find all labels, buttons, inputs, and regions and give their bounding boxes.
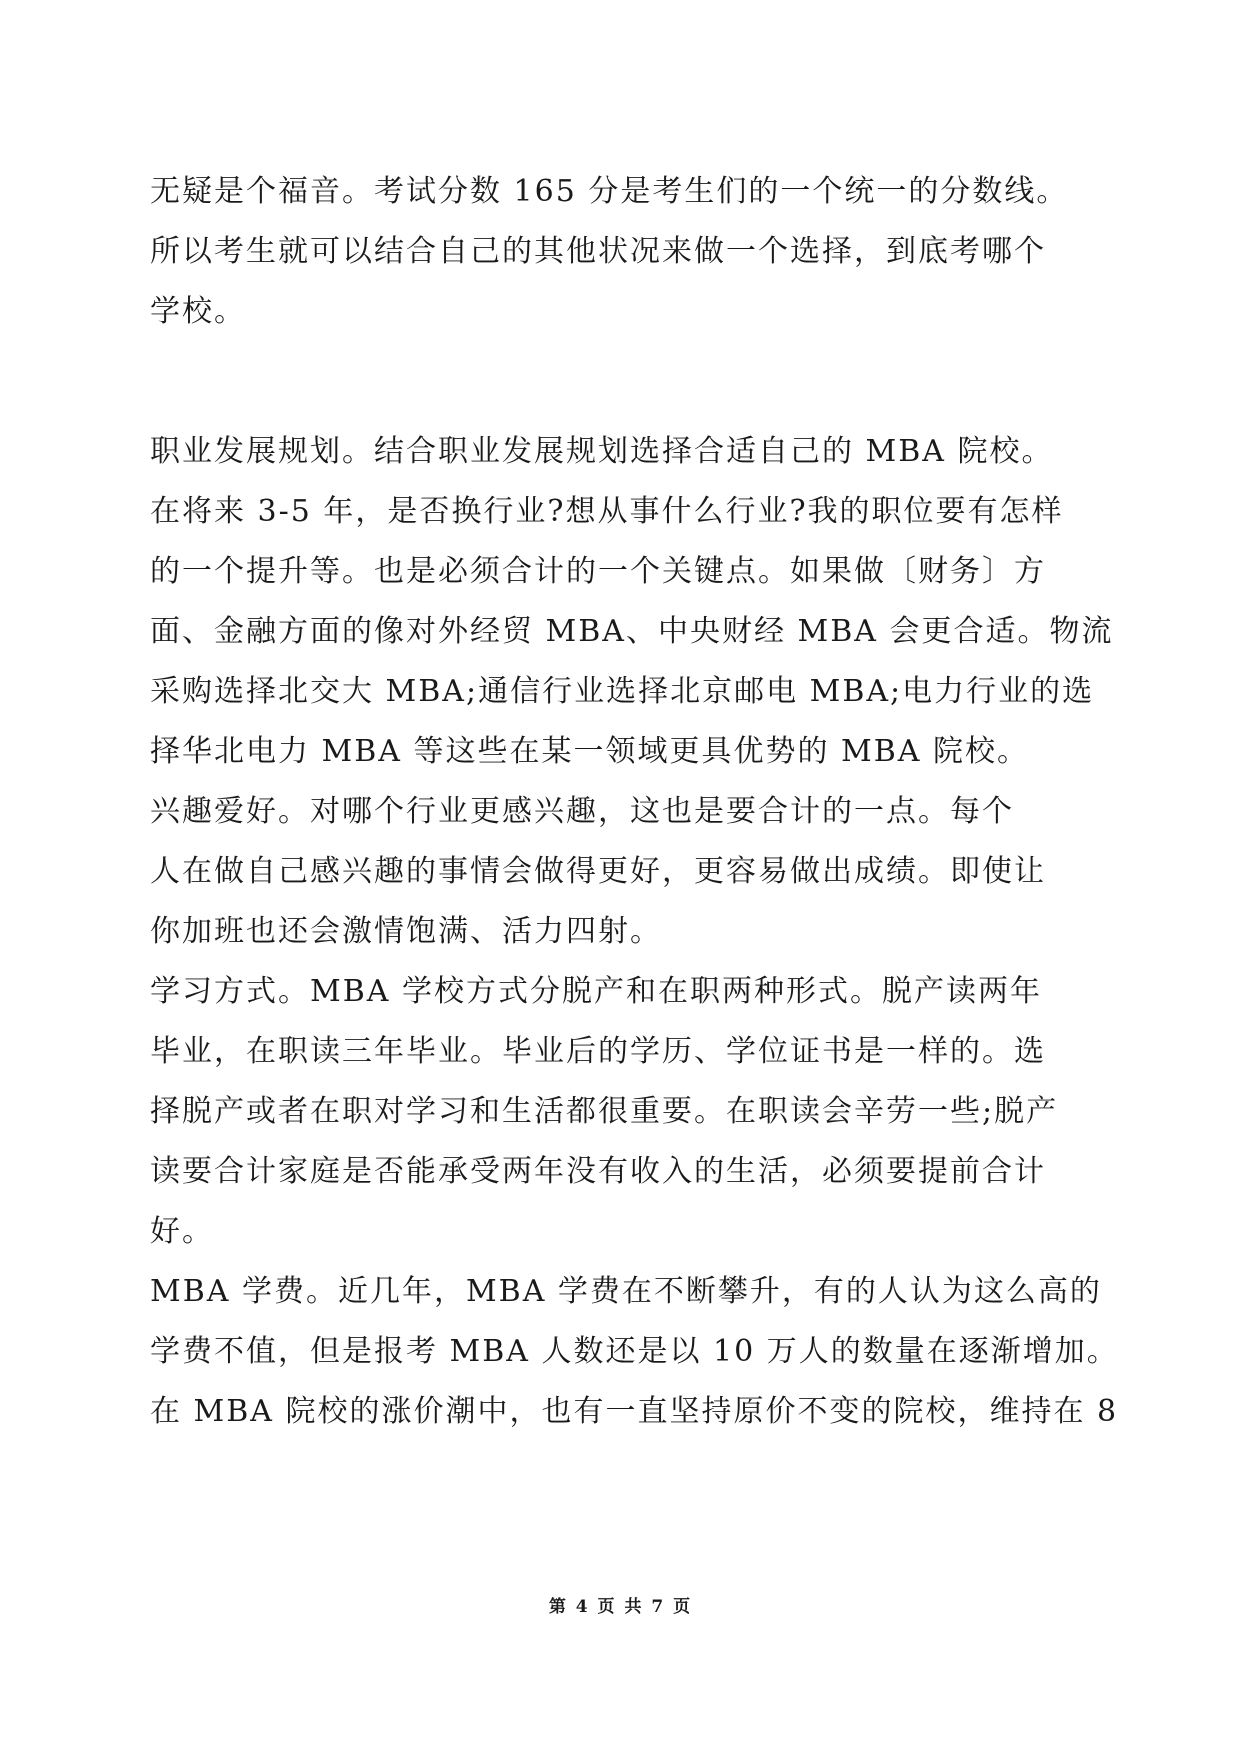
paragraph-line: 读要合计家庭是否能承受两年没有收入的生活，必须要提前合计 bbox=[150, 1154, 1046, 1189]
paragraph-line: 好。 bbox=[150, 1214, 214, 1249]
paragraph-3 bbox=[150, 782, 1090, 962]
paragraph-line: 在将来 3-5 年，是否换行业?想从事什么行业?我的职位要有怎样 bbox=[150, 494, 1064, 529]
paragraph-5 bbox=[150, 1262, 1119, 1442]
paragraph-1 bbox=[150, 162, 1090, 342]
paragraph-line: 职业发展规划。结合职业发展规划选择合适自己的 MBA 院校。 bbox=[150, 434, 1054, 469]
paragraph-line: 人在做自己感兴趣的事情会做得更好，更容易做出成绩。即使让 bbox=[150, 854, 1046, 889]
paragraph-line: 学校。 bbox=[150, 294, 246, 329]
paragraph-line: 在 MBA 院校的涨价潮中，也有一直坚持原价不变的院校，维持在 8 bbox=[150, 1394, 1119, 1429]
paragraph-line: 所以考生就可以结合自己的其他状况来做一个选择，到底考哪个 bbox=[150, 234, 1046, 269]
paragraph-line: 你加班也还会激情饱满、活力四射。 bbox=[150, 914, 662, 949]
paragraph-line: 择华北电力 MBA 等这些在某一领域更具优势的 MBA 院校。 bbox=[150, 734, 1030, 769]
paragraph-4 bbox=[150, 962, 1090, 1262]
paragraph-2 bbox=[150, 422, 1114, 782]
paragraph-line: 无疑是个福音。考试分数 165 分是考生们的一个统一的分数线。 bbox=[150, 174, 1069, 209]
paragraph-line: 面、金融方面的像对外经贸 MBA、中央财经 MBA 会更合适。物流 bbox=[150, 614, 1114, 649]
paragraph-line: MBA 学费。近几年，MBA 学费在不断攀升，有的人认为这么高的 bbox=[150, 1274, 1102, 1309]
paragraph-line: 的一个提升等。也是必须合计的一个关键点。如果做〔财务〕方 bbox=[150, 554, 1046, 589]
paragraph-line: 学习方式。MBA 学校方式分脱产和在职两种形式。脱产读两年 bbox=[150, 974, 1042, 1009]
paragraph-line: 择脱产或者在职对学习和生活都很重要。在职读会辛劳一些;脱产 bbox=[150, 1094, 1059, 1129]
page-number-footer: 第 4 页 共 7 页 bbox=[548, 1597, 693, 1617]
paragraph-line: 学费不值，但是报考 MBA 人数还是以 10 万人的数量在逐渐增加。 bbox=[150, 1334, 1119, 1369]
paragraph-line: 毕业，在职读三年毕业。毕业后的学历、学位证书是一样的。选 bbox=[150, 1034, 1046, 1069]
paragraph-line: 采购选择北交大 MBA;通信行业选择北京邮电 MBA;电力行业的选 bbox=[150, 674, 1095, 709]
paragraph-line: 兴趣爱好。对哪个行业更感兴趣，这也是要合计的一点。每个 bbox=[150, 794, 1014, 829]
